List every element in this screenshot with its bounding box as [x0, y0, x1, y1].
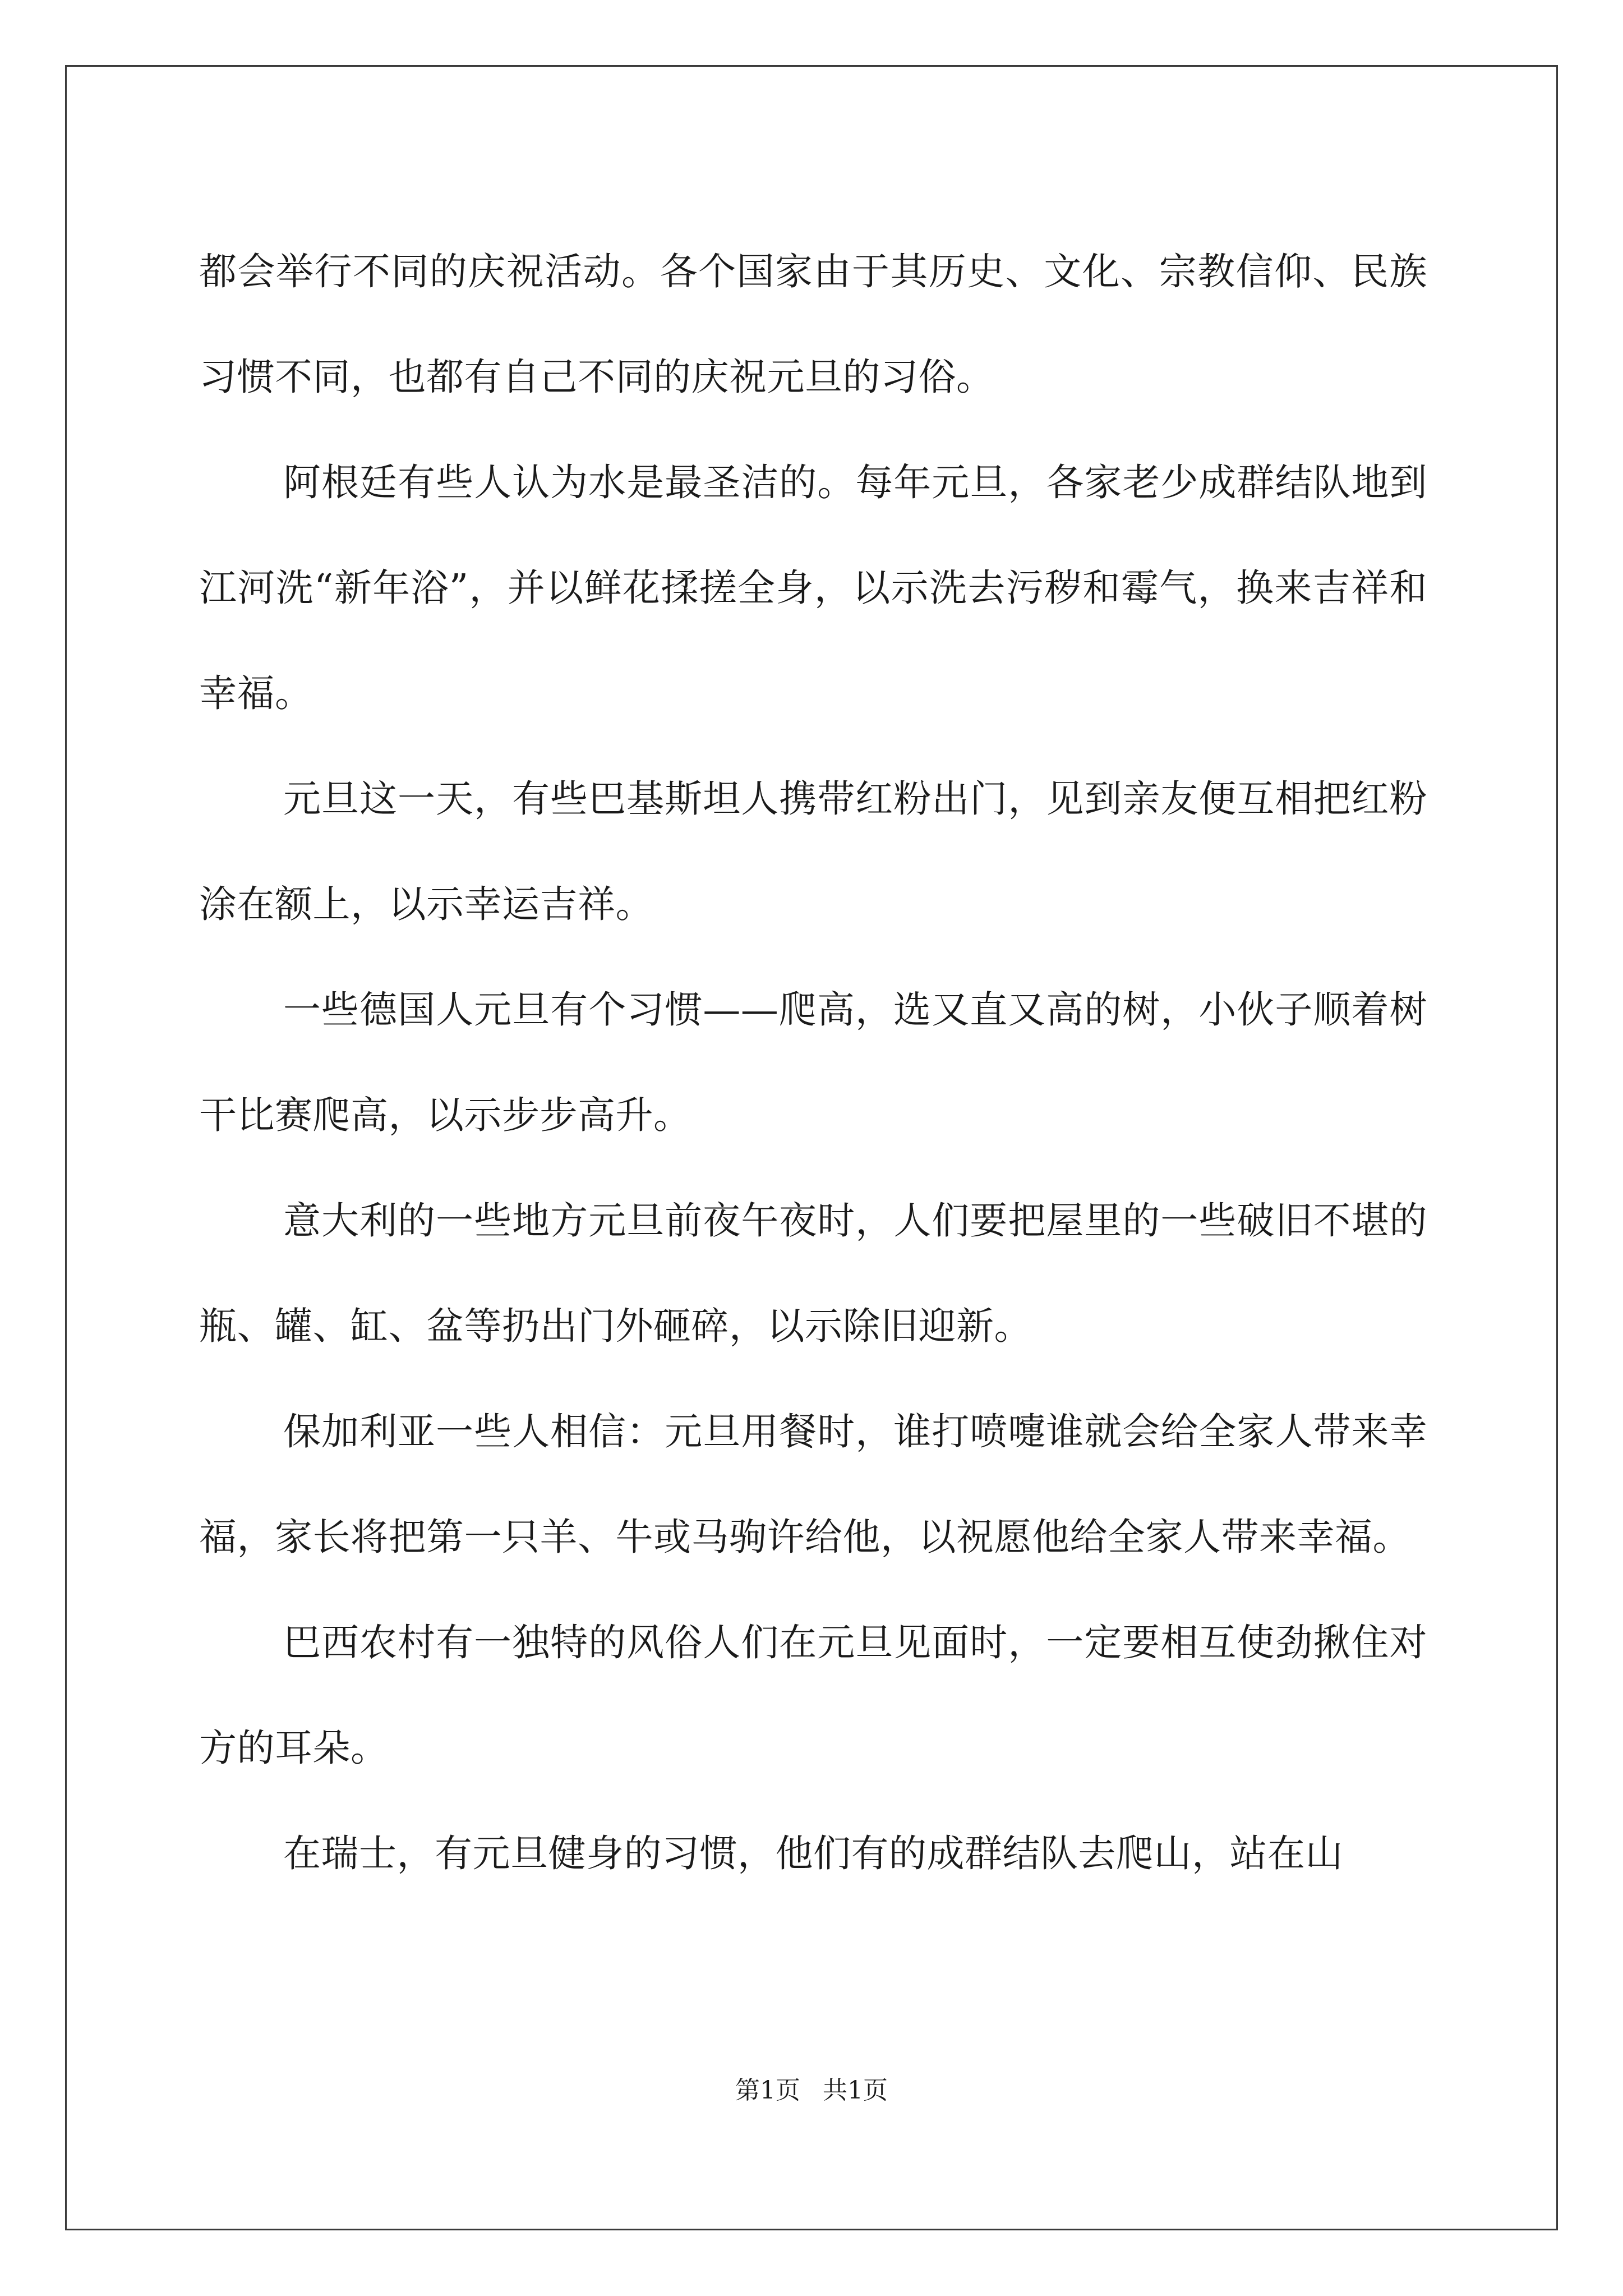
page-footer: [0, 2070, 1623, 2106]
paragraph: 都会举行不同的庆祝活动。各个国家由于其历史、文化、宗教信仰、民族习惯不同，也都有自己不同的庆祝元旦的习俗。: [199, 250, 1427, 399]
paragraph: 巴西农村有一独特的风俗人们在元旦见面时，一定要相互使劲揪住对方的耳朵。: [199, 1621, 1427, 1770]
page-number: 第1页: [735, 2076, 800, 2105]
paragraph: 在瑞士，有元旦健身的习惯，他们有的成群结队去爬山，站在山: [283, 1832, 1343, 1875]
document-body: [199, 219, 1427, 1906]
paragraph: 元旦这一天，有些巴基斯坦人携带红粉出门，见到亲友便互相把红粉涂在额上，以示幸运吉祥。: [199, 777, 1427, 926]
paragraph: 意大利的一些地方元旦前夜午夜时，人们要把屋里的一些破旧不堪的瓶、罐、缸、盆等扔出门外砸碎，以示除旧迎新。: [199, 1199, 1427, 1348]
page-total: 共1页: [823, 2076, 888, 2105]
paragraph: 保加利亚一些人相信：元旦用餐时，谁打喷嚏谁就会给全家人带来幸福，家长将把第一只羊、牛或马驹许给他，以祝愿他给全家人带来幸福。: [199, 1410, 1427, 1559]
paragraph: 一些德国人元旦有个习惯——爬高，选又直又高的树，小伙子顺着树干比赛爬高，以示步步高升。: [199, 988, 1427, 1137]
paragraph: 阿根廷有些人认为水是最圣洁的。每年元旦，各家老少成群结队地到江河洗“新年浴”，并以鲜花揉搓全身，以示洗去污秽和霉气，换来吉祥和幸福。: [199, 461, 1427, 715]
